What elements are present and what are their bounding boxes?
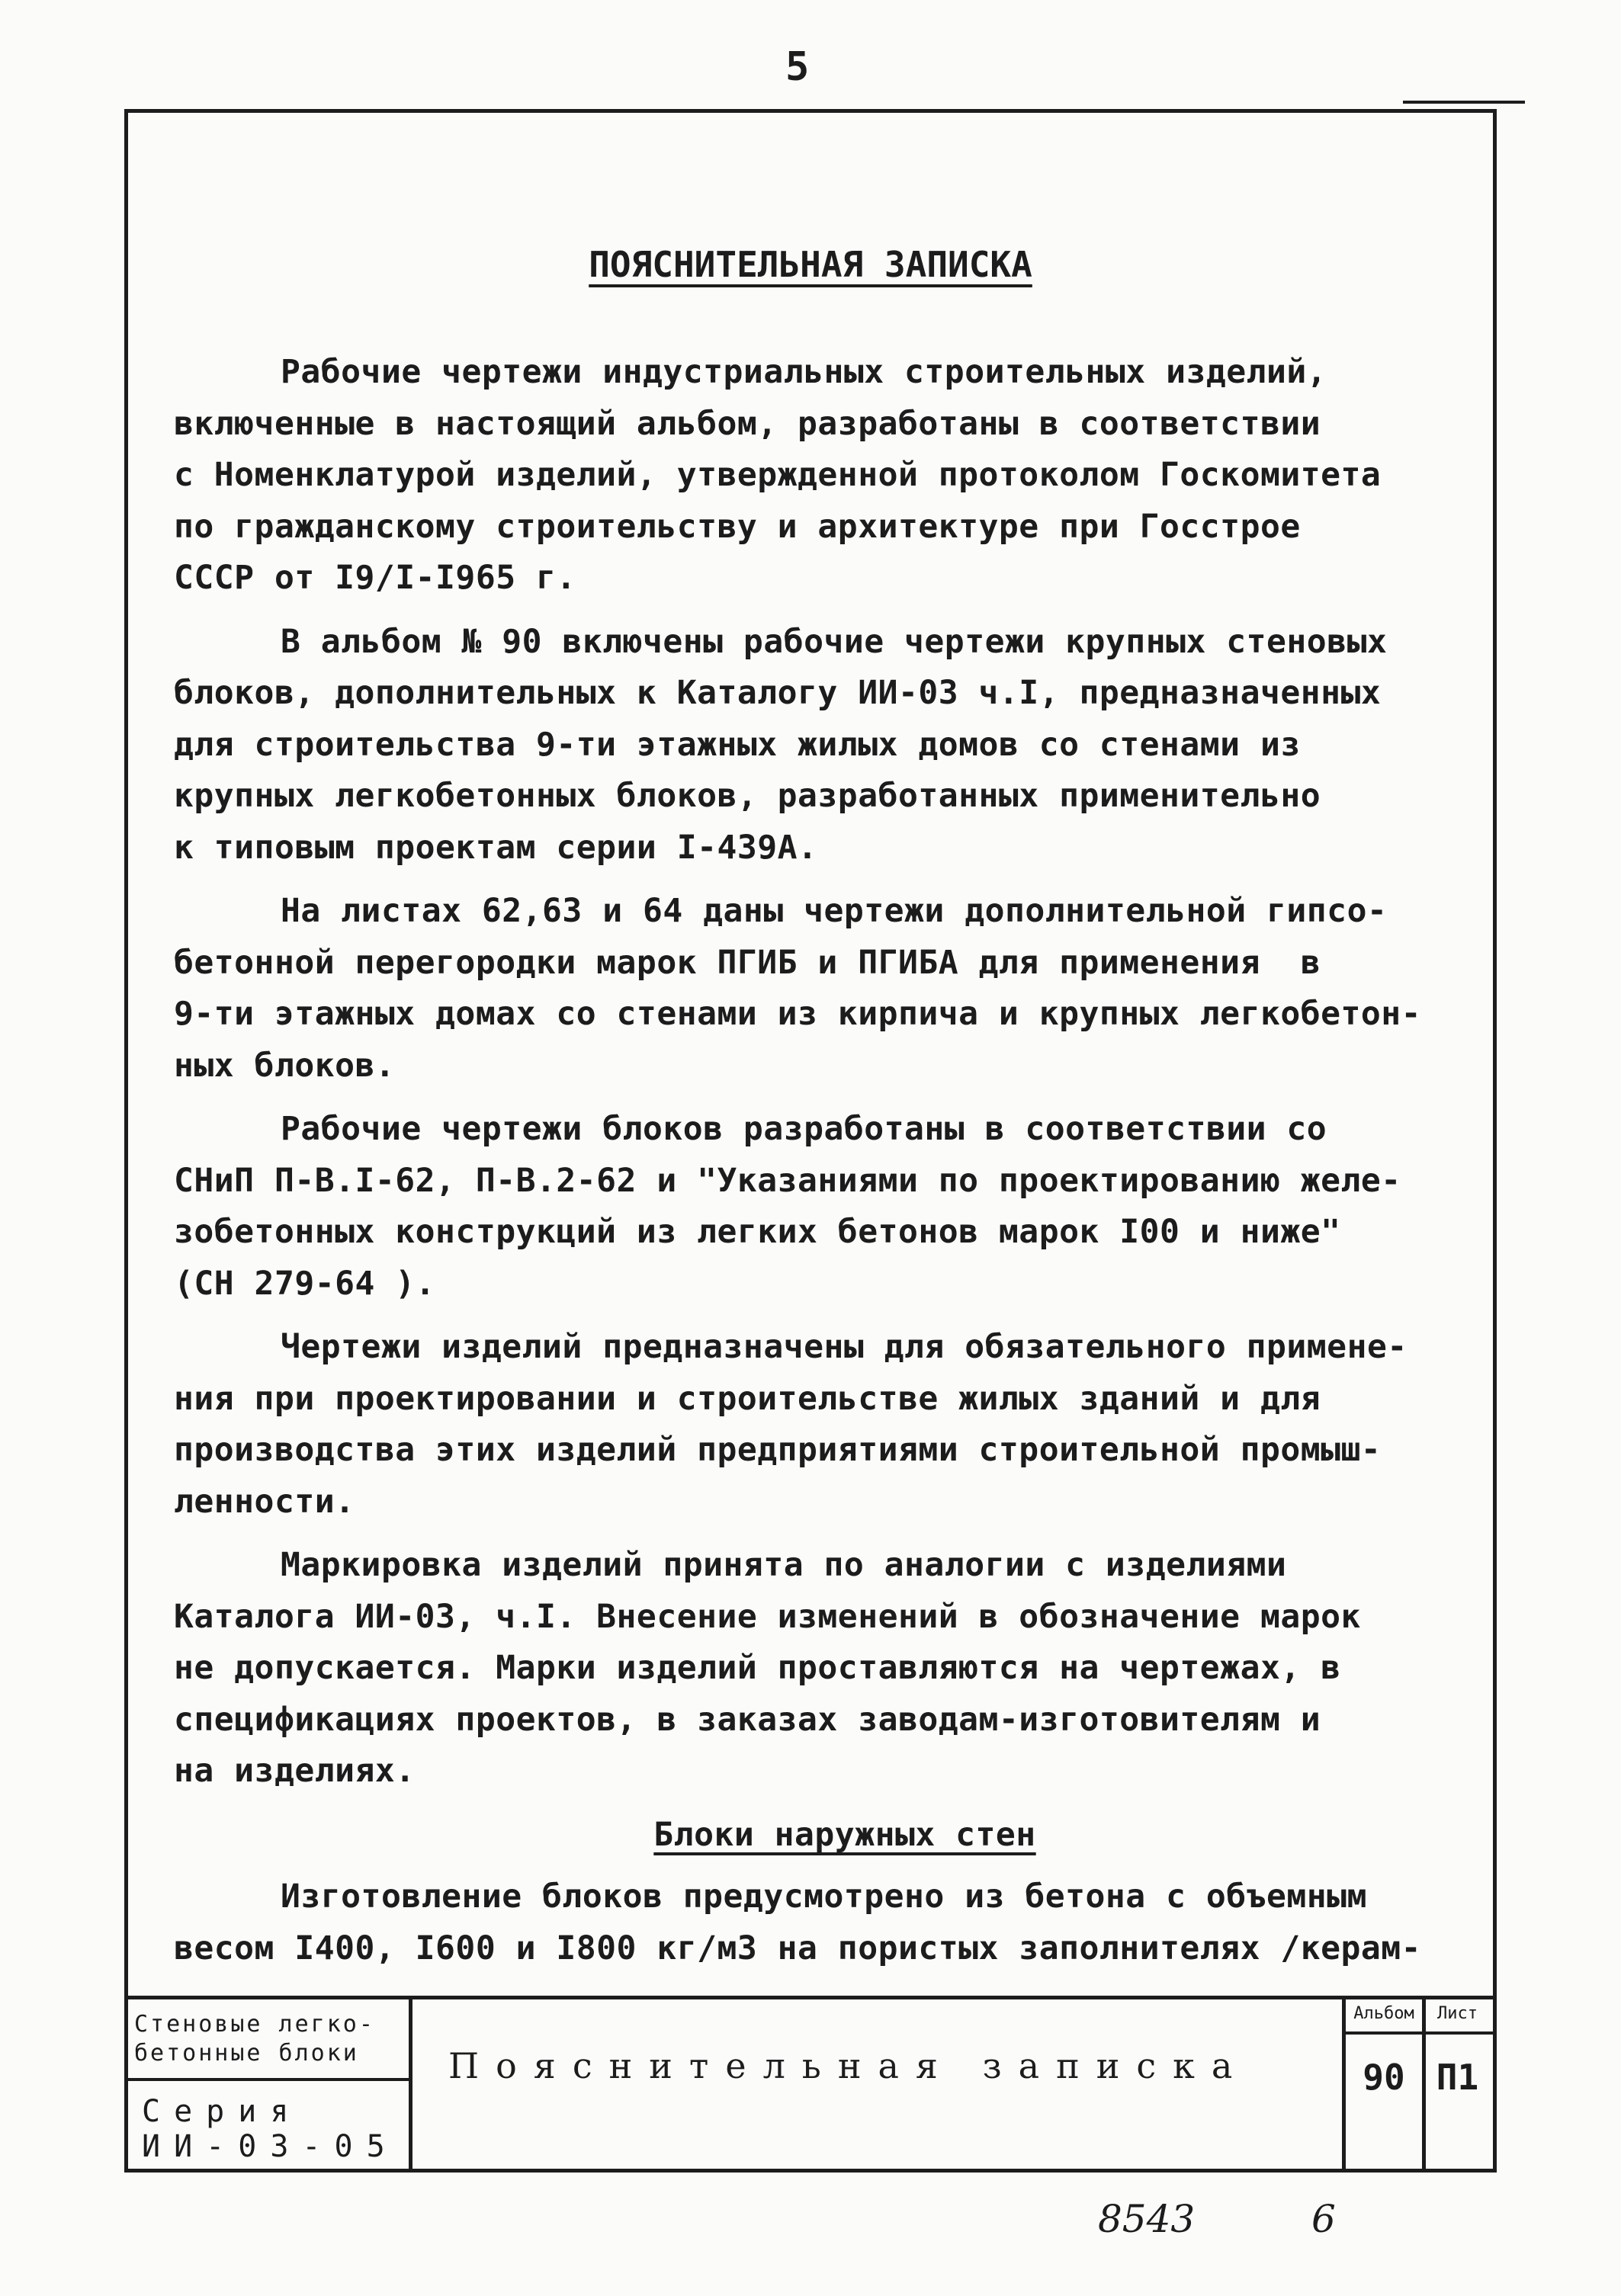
series-number: ИИ-03-05 [142,2129,399,2164]
page-number: 5 [785,44,810,90]
handwritten-number: 6 [1311,2197,1336,2241]
title-block-sheet-cell [1422,1999,1493,2173]
text-line: с Номенклатурой изделий, утвержденной протоколом Госкомитета [174,456,1382,494]
sheet-header-divider [1422,2031,1493,2035]
paragraph-3 [174,886,1470,1092]
text-line: Изготовление блоков предусмотрено из бетона с объемным [281,1878,1367,1916]
handwritten-number: 8543 [1098,2197,1196,2241]
text-line: ния при проектировании и строительстве жилых зданий и для [174,1379,1321,1418]
paragraph-1 [174,347,1470,604]
text-line: Чертежи изделий предназначены для обязательного примене- [281,1328,1408,1366]
text-line: крупных легкобетонных блоков, разработанных применительно [174,777,1321,815]
paragraph-6 [174,1540,1470,1797]
text-line: На листах 62,63 и 64 даны чертежи дополнительной гипсо- [281,892,1388,930]
text-line: В альбом № 90 включены рабочие чертежи крупных стеновых [281,622,1388,661]
title-block-document-name: Пояснительная записка [448,2045,1250,2086]
text-line: спецификациях проектов, в заказах заводам-изготовителям и [174,1700,1321,1739]
page-title-text: ПОЯСНИТЕЛЬНАЯ ЗАПИСКА [589,244,1032,285]
text-line: включенные в настоящий альбом, разработаны в соответствии [174,404,1321,443]
title-block-album-cell [1342,1999,1426,2173]
document-body [174,347,1470,1987]
album-header: Альбом [1353,2004,1414,2023]
text-line: весом I400, I600 и I800 кг/м3 на пористых заполнителях /керам- [174,1929,1422,1967]
text-line: Рабочие чертежи индустриальных строительных изделий, [281,353,1327,391]
text-line: не допускается. Марки изделий проставляются на чертежах, в [174,1649,1341,1687]
text-line: на изделиях. [174,1752,416,1790]
sheet-number: П1 [1436,2057,1479,2098]
series-label: Серия [142,2094,303,2129]
text-line: зобетонных конструкций из легких бетонов марок I00 и ниже" [174,1213,1341,1251]
text-line: Маркировка изделий принята по аналогии с изделиями [281,1546,1287,1584]
paragraph-7 [174,1871,1470,1974]
title-block [128,1996,1493,2173]
section-subtitle-text: Блоки наружных стен [653,1815,1036,1854]
series-name [134,2010,375,2068]
text-line: для строительства 9-ти этажных жилых домов со стенами из [174,725,1301,764]
text-line: СНиП П-В.I-62, П-В.2-62 и "Указаниями по проектированию желе- [174,1161,1401,1200]
top-rule [1403,101,1525,104]
text-line: Рабочие чертежи блоков разработаны в соответствии со [281,1110,1327,1148]
paragraph-5 [174,1322,1470,1528]
text-line: по гражданскому строительству и архитектуре при Госстрое [174,507,1301,546]
paragraph-2 [174,617,1470,874]
text-line: СССР от I9/I-I965 г. [174,559,576,597]
text-line: ных блоков. [174,1046,396,1085]
text-line: блоков, дополнительных к Каталогу ИИ-03 ч.I, предназначенных [174,674,1382,712]
title-block-series-cell [128,1999,412,2173]
text-line: (СН 279-64 ). [174,1264,436,1303]
section-subtitle [174,1810,1470,1861]
series-name-line: Стеновые легко- [134,2011,375,2038]
text-line: ленности. [174,1482,355,1521]
text-line: бетонной перегородки марок ПГИБ и ПГИБА для применения в [174,943,1321,982]
series-name-line: бетонные блоки [134,2040,359,2067]
page-title [0,244,1621,285]
paragraph-4 [174,1104,1470,1310]
album-number: 90 [1363,2057,1405,2098]
series-code [142,2094,399,2164]
text-line: к типовым проектам серии I-439А. [174,828,818,867]
album-header-divider [1346,2031,1422,2035]
text-line: 9-ти этажных домах со стенами из кирпича и крупных легкобетон- [174,995,1422,1033]
series-divider [128,2078,409,2081]
text-line: Каталога ИИ-03, ч.I. Внесение изменений в обозначение марок [174,1597,1361,1636]
sheet-header: Лист [1437,2004,1478,2023]
text-line: производства этих изделий предприятиями строительной промыш- [174,1431,1382,1469]
